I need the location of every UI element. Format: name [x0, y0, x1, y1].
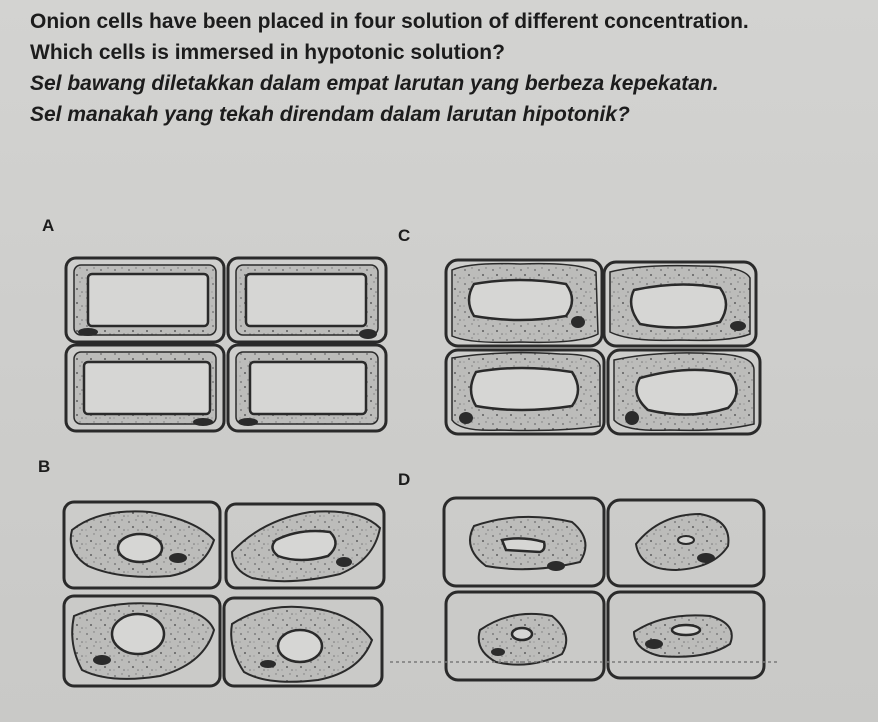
cell-d4 [608, 592, 764, 678]
question-english-line-1: Onion cells have been placed in four solution of different concentration. [30, 10, 749, 33]
option-d-cells [444, 498, 764, 680]
option-a-cells [66, 258, 386, 431]
cell-a3 [66, 345, 224, 431]
option-c-cells [446, 260, 760, 434]
question-malay-line-2: Sel manakah yang tekah direndam dalam larutan hipotonik? [30, 103, 630, 126]
cell-b4 [224, 598, 382, 686]
cell-d2 [608, 500, 764, 586]
option-a-label: A [42, 216, 55, 235]
cell-b1 [64, 502, 220, 588]
option-c-label: C [398, 226, 411, 245]
cell-c2 [604, 262, 756, 346]
option-d-label: D [398, 470, 411, 489]
question-english-line-2: Which cells is immersed in hypotonic solution? [30, 41, 505, 64]
cell-c4 [608, 350, 760, 434]
cell-d1 [444, 498, 604, 586]
cell-a4 [228, 345, 386, 431]
cell-b3 [64, 596, 220, 686]
question-malay-line-1: Sel bawang diletakkan dalam empat larutan yang berbeza kepekatan. [30, 72, 719, 95]
cell-b2 [226, 504, 384, 588]
cell-c3 [446, 350, 604, 434]
cell-a1 [66, 258, 224, 342]
cell-d3 [446, 592, 604, 680]
cell-c1 [446, 260, 602, 346]
option-b-cells [64, 502, 384, 686]
cell-a2 [228, 258, 386, 342]
option-b-label: B [38, 457, 51, 476]
